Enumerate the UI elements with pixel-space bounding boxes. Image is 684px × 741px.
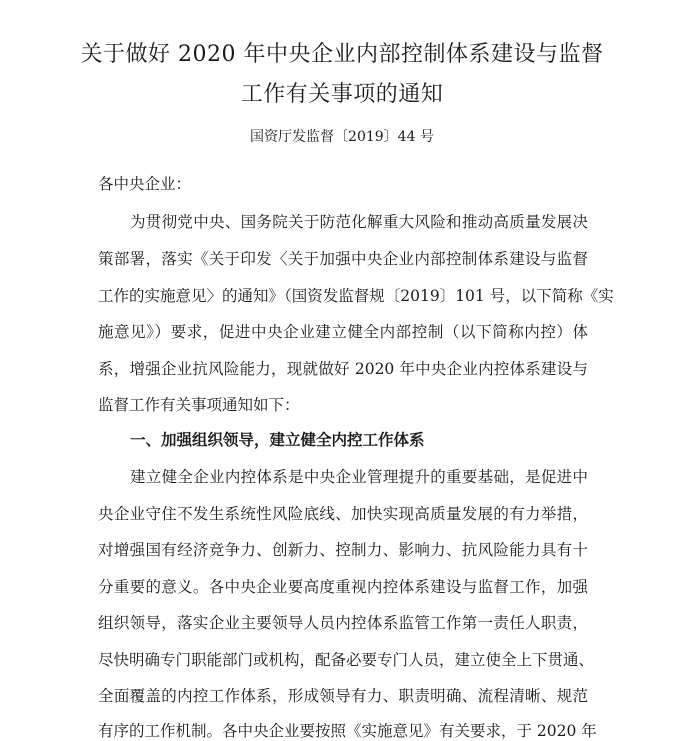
section-1-line: 尽快明确专门职能部门或机构，配备必要专门人员，建立使全上下贯通、 — [98, 651, 595, 669]
intro-line: 监督工作有关事项通知如下： — [98, 396, 300, 414]
section-1-line: 建立健全企业内控体系是中央企业管理提升的重要基础，是促进中 — [130, 468, 588, 486]
section-1-heading: 一、加强组织领导，建立健全内控工作体系 — [130, 431, 425, 449]
section-1-line: 有序的工作机制。各中央企业要按照《实施意见》有关要求，于 2020 年 — [98, 722, 597, 740]
intro-line: 策部署，落实《关于印发〈关于加强中央企业内部控制体系建设与监督 — [98, 250, 588, 268]
section-1-line: 分重要的意义。各中央企业要高度重视内控体系建设与监督工作，加强 — [98, 578, 588, 596]
section-1-line: 对增强国有经济竞争力、创新力、控制力、影响力、抗风险能力具有十 — [98, 541, 588, 559]
section-1-line: 全面覆盖的内控工作体系，形成领导有力、职责明确、流程清晰、规范 — [98, 687, 588, 705]
section-1-line: 组织领导，落实企业主要领导人员内控体系监管工作第一责任人职责， — [98, 614, 588, 632]
intro-line: 为贯彻党中央、国务院关于防范化解重大风险和推动高质量发展决 — [130, 213, 588, 231]
section-1-line: 央企业守住不发生系统性风险底线、加快实现高质量发展的有力举措， — [98, 505, 588, 523]
intro-line: 系，增强企业抗风险能力，现就做好 2020 年中央企业内控体系建设与 — [98, 360, 588, 378]
document-title-line-2: 工作有关事项的通知 — [240, 82, 444, 107]
intro-line: 施意见》）要求，促进中央企业建立健全内部控制（以下简称内控）体 — [98, 323, 588, 341]
intro-line: 工作的实施意见〉的通知》（国资发监督规〔2019〕101 号，以下简称《实 — [98, 287, 614, 305]
document-title-line-1: 关于做好 2020 年中央企业内部控制体系建设与监督 — [80, 42, 604, 67]
document-number: 国资厅发监督〔2019〕44 号 — [250, 129, 434, 145]
salutation: 各中央企业： — [98, 175, 192, 193]
